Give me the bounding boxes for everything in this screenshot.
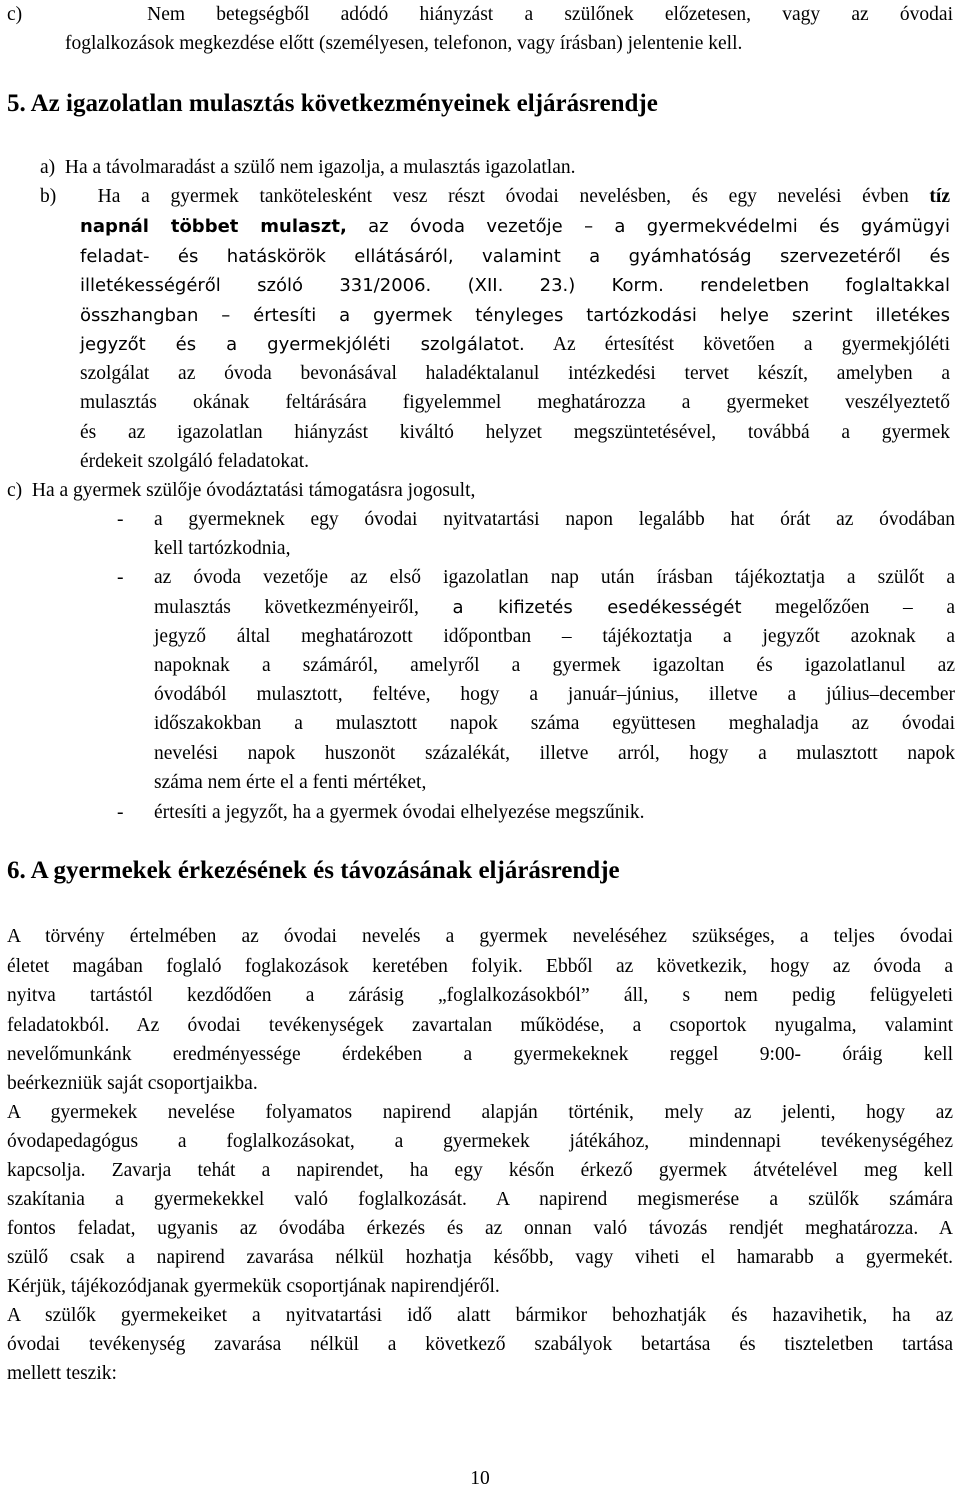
list-item-b-text: jegyzőt és a gyermekjóléti szolgálatot. (80, 334, 525, 355)
list-item-b-line: és az igazolatlan hiányzást kiváltó helyzet megszüntetésével, továbbá a gyermek (80, 422, 950, 443)
sublist-line: napoknak a számáról, amelyről a gyermek igazoltan és igazolatlanul az (154, 655, 955, 676)
list-item-c: c) Ha a gyermek szülője óvodáztatási támogatásra jogosult, (7, 480, 476, 501)
sublist-text: a kifizetés esedékességét (452, 597, 742, 618)
sublist-line: kell tartózkodnia, (154, 538, 291, 559)
paragraph-line: szakítania a gyermekekkel való foglalkozását. A napirend megismerése a szülők számára (7, 1189, 953, 1210)
list-item-b-line: mulasztás okának feltárására figyelemmel meghatározza a gyermeket veszélyeztető (80, 392, 950, 413)
list-item-b-line: illetékességéről szóló 331/2006. (XII. 23.) Korm. rendeletben foglaltakkal (80, 275, 950, 296)
dash-marker: - (117, 802, 124, 823)
paragraph-line: A törvény értelmében az óvodai nevelés a gyermek neveléséhez szükséges, a teljes óvodai (7, 926, 953, 947)
paragraph-line: nevelőmunkánk eredményessége érdekében a gyermekeknek reggel 9:00- óráig kell (7, 1044, 953, 1065)
paragraph-line: Kérjük, tájékozódjanak gyermekük csoportjának napirendjéről. (7, 1276, 500, 1297)
paragraph-line: A gyermekek nevelése folyamatos napirend alapján történik, mely az jelenti, hogy az (7, 1102, 953, 1123)
paragraph-line: A szülők gyermekeiket a nyitvatartási idő alatt bármikor behozhatják és hazavihetik, ha az (7, 1305, 953, 1326)
list-item-b-text: b) Ha a gyermek tankötelesként vesz részt óvodai nevelésben, és egy nevelési évben (40, 186, 909, 207)
dash-marker: - (117, 509, 124, 530)
sublist-line: száma nem érte el a fenti mértéket, (154, 772, 427, 793)
page-number: 10 (470, 1468, 490, 1489)
sublist-line: az óvoda vezetője az első igazolatlan nap után írásban tájékoztatja a szülőt a (154, 567, 955, 588)
list-item-b-line: összhangban – értesíti a gyermek tényleges tartózkodási helye szerint illetékes (80, 305, 950, 326)
list-item-b-text: Az értesítést követően a gyermekjóléti (552, 334, 950, 355)
emphasis-text: napnál többet mulaszt, (80, 216, 347, 237)
section-heading: 6. A gyermekek érkezésének és távozásának eljárásrendje (7, 857, 620, 884)
sublist-line: óvodából mulasztott, feltéve, hogy a január–június, illetve a július–december (154, 684, 955, 705)
sublist-line: a gyermeknek egy óvodai nyitvatartási napon legalább hat órát az óvodában (154, 509, 955, 530)
sublist-line: értesíti a jegyzőt, ha a gyermek óvodai elhelyezése megszűnik. (154, 802, 645, 823)
emphasis-text: tíz (929, 186, 950, 207)
section-heading: 5. Az igazolatlan mulasztás következményeinek eljárásrendje (7, 90, 658, 117)
sublist-text: megelőzően – (775, 597, 913, 618)
sublist-text: mulasztás következményeiről, (154, 597, 419, 618)
paragraph-line: foglalkozások megkezdése előtt (személyesen, telefonon, vagy írásban) jelentenie kell. (65, 33, 743, 54)
list-item-b-line (80, 330, 950, 359)
paragraph-line: feladatokból. Az óvodai tevékenységek zavartalan működése, a csoportok nyugalma, valamint (7, 1015, 953, 1036)
list-item-a: a) Ha a távolmaradást a szülő nem igazolja, a mulasztás igazolatlan. (40, 157, 576, 178)
dash-marker: - (117, 567, 124, 588)
list-item-b-text: az óvoda vezetője – a gyermekvédelmi és gyámügyi (368, 216, 950, 237)
paragraph-line: mellett teszik: (7, 1363, 117, 1384)
paragraph-line: kapcsolja. Zavarja tehát a napirendet, ha egy későn érkező gyermek átvételével meg kell (7, 1160, 953, 1181)
list-item-b-line: érdekeit szolgáló feladatokat. (80, 451, 310, 472)
paragraph-line: óvodai tevékenység zavarása nélkül a következő szabályok betartása és tiszteletben tartása (7, 1334, 953, 1355)
paragraph-line: életet magában foglaló foglakozások keretében folyik. Ebből az következik, hogy az óvoda a (7, 956, 953, 977)
list-item-b-line (80, 212, 950, 241)
sublist-text: a (946, 597, 956, 618)
sublist-line (154, 593, 955, 622)
list-item-b-line: feladat- és hatáskörök ellátásáról, valamint a gyámhatóság szervezetéről és (80, 246, 950, 267)
sublist-line: nevelési napok huszonöt százalékát, illetve arról, hogy a mulasztott napok (154, 743, 955, 764)
paragraph-line: nyitva tartástól kezdődően a zárásig „foglalkozásokból” áll, s nem pedig felügyeleti (7, 985, 953, 1006)
paragraph-line: fontos feladat, ugyanis az óvodába érkezés és az onnan való távozás rendjét meghatározza. A (7, 1218, 953, 1239)
paragraph-line: c) Nem betegségből adódó hiányzást a szülőnek előzetesen, vagy az óvodai (7, 4, 953, 25)
sublist-line: időszakokban a mulasztott napok száma együttesen meghaladja az óvodai (154, 713, 955, 734)
paragraph-line: szülő csak a napirend zavarása nélkül hozhatja később, vagy viheti el hamarabb a gyermekét. (7, 1247, 953, 1268)
list-item-b-line (40, 182, 950, 211)
sublist-line: jegyző által meghatározott időpontban – tájékoztatja a jegyzőt azoknak a (154, 626, 955, 647)
list-item-b-line: szolgálat az óvoda bevonásával haladéktalanul intézkedési tervet készít, amelyben a (80, 363, 950, 384)
paragraph-line: óvodapedagógus a foglalkozásokat, a gyermekek játékához, mindennapi tevékenységéhez (7, 1131, 953, 1152)
paragraph-line: beérkezniük saját csoportjaikba. (7, 1073, 258, 1094)
